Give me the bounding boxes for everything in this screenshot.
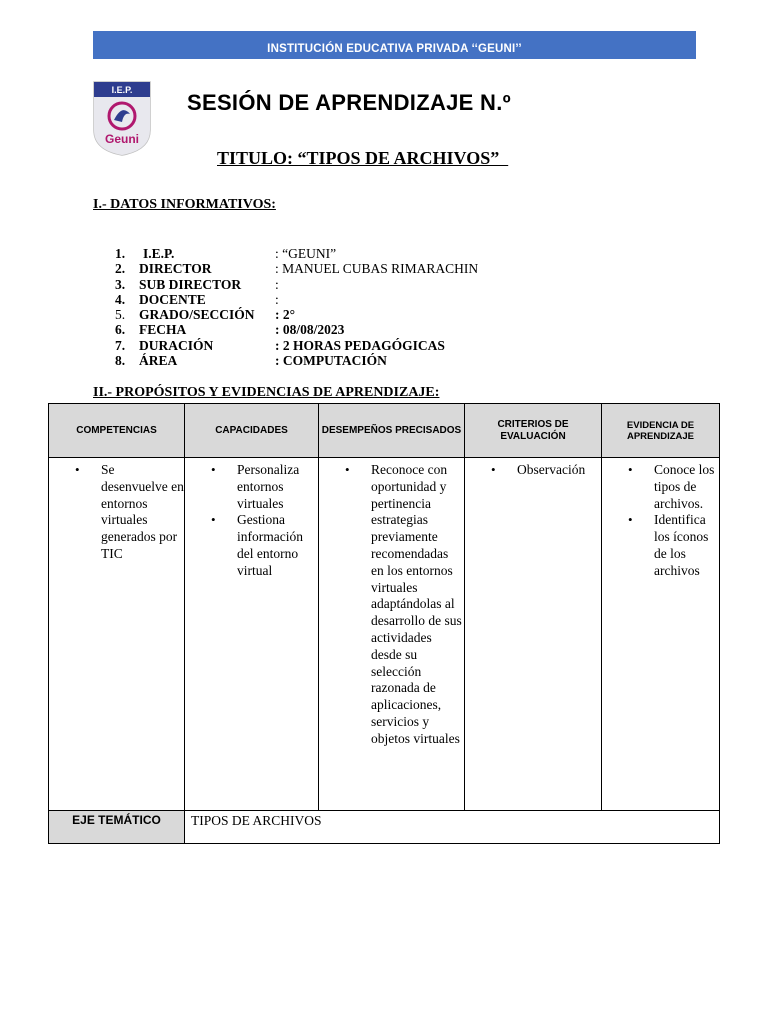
info-label: ÁREA bbox=[139, 353, 178, 369]
info-value: : MANUEL CUBAS RIMARACHIN bbox=[275, 261, 479, 277]
section-1-heading: I.- DATOS INFORMATIVOS: bbox=[93, 197, 276, 212]
info-num: 8. bbox=[115, 353, 126, 369]
list-item: • Conoce los tipos de archivos. bbox=[602, 462, 719, 512]
cell-criterios bbox=[465, 458, 602, 811]
info-value: : 2 HORAS PEDAGÓGICAS bbox=[275, 337, 445, 353]
info-label: DURACIÓN bbox=[139, 337, 214, 353]
info-value: : bbox=[275, 276, 279, 292]
learning-table bbox=[48, 403, 720, 844]
info-label: GRADO/SECCIÓN bbox=[139, 307, 255, 323]
info-label: I.E.P. bbox=[143, 246, 175, 261]
info-label: SUB DIRECTOR bbox=[139, 276, 242, 292]
col-header-criterios: CRITERIOS DE EVALUACIÓN bbox=[465, 404, 602, 458]
table-header-row bbox=[49, 404, 720, 458]
info-num: 4. bbox=[115, 291, 126, 307]
col-header-competencias: COMPETENCIAS bbox=[49, 404, 185, 458]
list-item: • Identifica los íconos de los archivos bbox=[602, 512, 719, 579]
info-label: DOCENTE bbox=[139, 291, 206, 307]
list-item: • Observación bbox=[465, 462, 601, 479]
cell-capacidades bbox=[185, 458, 319, 811]
cell-evidencia bbox=[602, 458, 720, 811]
info-label: FECHA bbox=[139, 322, 187, 338]
cell-competencias bbox=[49, 458, 185, 811]
info-value: : 2° bbox=[275, 307, 296, 323]
session-title: SESIÓN DE APRENDIZAJE N.º bbox=[187, 90, 511, 115]
info-value: : bbox=[275, 291, 279, 307]
institution-banner: INSTITUCIÓN EDUCATIVA PRIVADA ‘‘GEUNI’’ bbox=[93, 31, 696, 59]
list-item: • Se desenvuelve en entornos virtuales generados por TIC bbox=[49, 462, 184, 563]
eje-tematico-value: TIPOS DE ARCHIVOS bbox=[185, 811, 720, 844]
info-value: : “GEUNI” bbox=[275, 246, 337, 261]
info-value: : 08/08/2023 bbox=[275, 322, 345, 338]
info-num: 3. bbox=[115, 276, 126, 292]
list-item: • Gestiona información del entorno virtual bbox=[185, 512, 318, 579]
info-value: : COMPUTACIÓN bbox=[275, 353, 387, 369]
info-num: 6. bbox=[115, 322, 126, 338]
col-header-capacidades: CAPACIDADES bbox=[185, 404, 319, 458]
eje-row bbox=[49, 811, 720, 844]
info-num: 2. bbox=[115, 261, 126, 277]
eje-tematico-label: EJE TEMÁTICO bbox=[49, 811, 185, 844]
table-row bbox=[49, 458, 720, 811]
info-num: 7. bbox=[115, 337, 126, 353]
logo-bottom-text: Geuni bbox=[104, 132, 140, 146]
info-num: 5. bbox=[115, 307, 126, 323]
section-2-heading: II.- PROPÓSITOS Y EVIDENCIAS DE APRENDIZAJE: bbox=[93, 385, 440, 400]
list-item: • Personaliza entornos virtuales bbox=[185, 462, 318, 512]
list-item: • Reconoce con oportunidad y pertinencia estrategias previamente recomendadas en los entornos virtuales adaptándolas al desarrollo de sus actividades desde su selección razonada de aplicaciones, servicios y objetos virtuales bbox=[319, 462, 464, 748]
col-header-desempenos: DESEMPEÑOS PRECISADOS bbox=[319, 404, 465, 458]
lesson-title: TITULO: “TIPOS DE ARCHIVOS” bbox=[217, 148, 509, 168]
col-header-evidencia: EVIDENCIA DE APRENDIZAJE bbox=[602, 404, 720, 458]
logo-top-text: I.E.P. bbox=[111, 85, 133, 95]
cell-desempenos bbox=[319, 458, 465, 811]
school-logo bbox=[92, 80, 152, 156]
info-num: 1. bbox=[115, 246, 126, 261]
info-label: DIRECTOR bbox=[139, 261, 212, 277]
